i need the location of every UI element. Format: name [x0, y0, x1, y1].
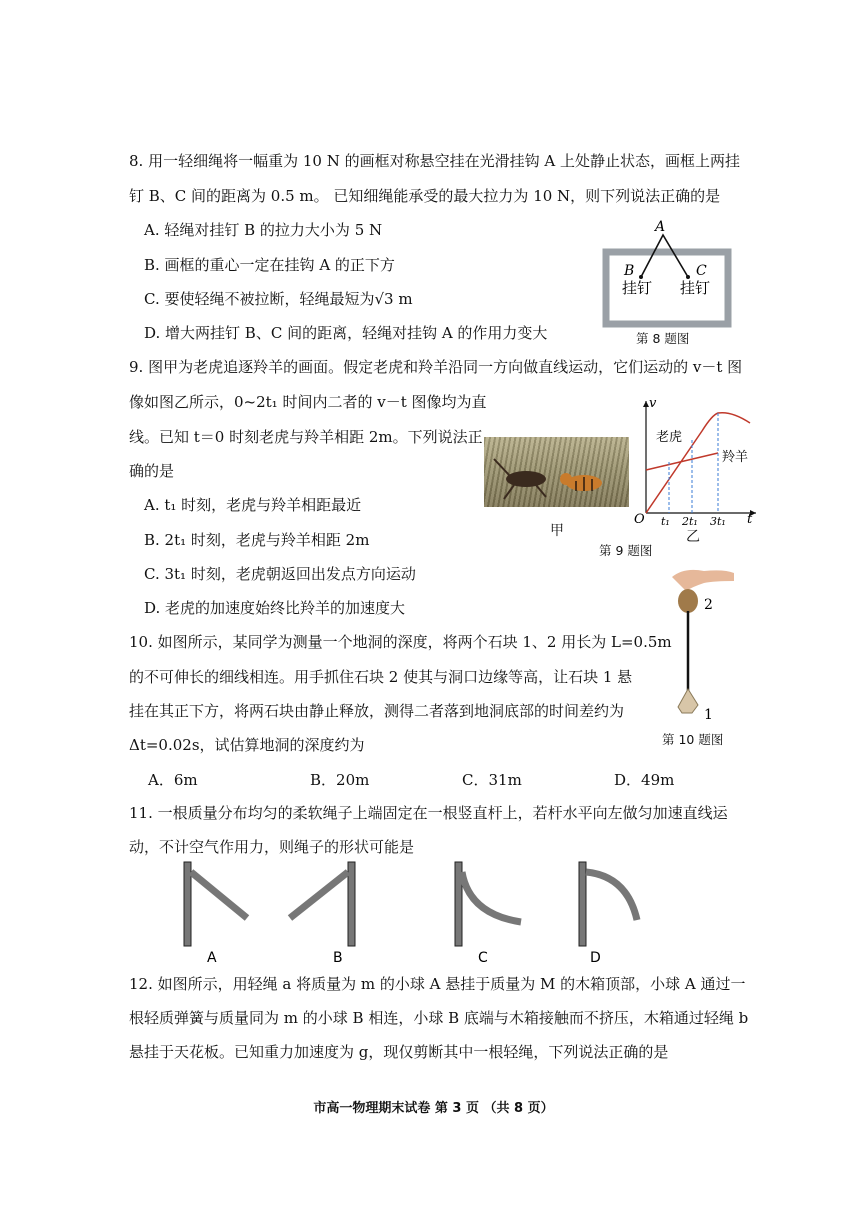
q9-stem-line3: 线。已知 t＝0 时刻老虎与羚羊相距 2m。下列说法正 — [129, 428, 483, 446]
option-label-b: B — [333, 950, 343, 966]
label-a: A — [655, 219, 666, 235]
label-antelope: 羚羊 — [722, 450, 749, 465]
q10-stem-line4: Δt=0.02s，试估算地洞的深度约为 — [129, 736, 365, 754]
q9-tiger-antelope-photo — [484, 437, 629, 507]
label-b: B — [624, 263, 635, 279]
antelope-line — [646, 453, 718, 470]
option-label-d: D — [590, 950, 601, 966]
stone-1 — [678, 689, 698, 713]
q10-option-a: A．6m — [148, 771, 198, 789]
rope — [641, 235, 688, 277]
q12-stem-line1: 12. 如图所示，用轻绳 a 将质量为 m 的小球 A 悬挂于质量为 M 的木箱顶部，小球 A 通过一 — [129, 975, 746, 993]
label-tiger: 老虎 — [656, 430, 683, 445]
page-footer: 市高一物理期末试卷 第 3 页 （共 8 页） — [313, 1101, 554, 1116]
q9-option-b: B. 2t₁ 时刻，老虎与羚羊相距 2m — [144, 531, 370, 549]
rope-a — [191, 872, 247, 918]
q8-option-a: A. 轻绳对挂钉 B 的拉力大小为 5 N — [144, 221, 383, 239]
label-stone-1: 1 — [704, 707, 713, 723]
q10-option-d: D．49m — [614, 771, 675, 789]
q9-stem-line1: 9. 图甲为老虎追逐羚羊的画面。假定老虎和羚羊沿同一方向做直线运动，它们运动的 v－t 图 — [129, 358, 743, 376]
graph-label-yi: 乙 — [686, 529, 700, 545]
q8-stem-line2: 钉 B、C 间的距离为 0.5 m。 已知细绳能承受的最大拉力为 10 N，则下列说法正确的是 — [129, 187, 721, 205]
q12-stem-line3: 悬挂于天花板。已知重力加速度为 g，现仅剪断其中一根轻绳，下列说法正确的是 — [129, 1043, 669, 1061]
q8-figure-caption: 第 8 题图 — [636, 331, 690, 346]
q10-stem-line1: 10. 如图所示，某同学为测量一个地洞的深度，将两个石块 1、2 用长为 L=0.5m — [129, 633, 672, 651]
q9-option-c: C. 3t₁ 时刻，老虎朝返回出发点方向运动 — [144, 565, 416, 583]
tick-t1: t₁ — [661, 515, 670, 527]
q8-option-c: C. 要使轻绳不被拉断，轻绳最短为√3 m — [144, 290, 413, 308]
label-c: C — [696, 263, 707, 279]
photo-label-jia: 甲 — [550, 523, 564, 539]
q11-stem-line1: 11. 一根质量分布均匀的柔软绳子上端固定在一根竖直杆上，若杆水平向左做匀加速直线运 — [129, 804, 728, 822]
antelope-shape — [506, 471, 546, 487]
tick-3t1: 3t₁ — [710, 515, 726, 527]
q10-option-b: B．20m — [310, 771, 370, 789]
q10-stem-line2: 的不可伸长的细线相连。用手抓住石块 2 使其与洞口边缘等高，让石块 1 悬 — [129, 668, 633, 686]
origin-label: O — [634, 512, 645, 527]
q8-frame-figure — [598, 215, 738, 330]
q8-stem-line1: 8. 用一轻细绳将一幅重为 10 N 的画框对称悬空挂在光滑挂钩 A 上处静止状态，画框上两挂 — [129, 152, 740, 170]
stone-2 — [678, 589, 698, 613]
axis-label-t: t — [747, 512, 753, 527]
q9-figure-caption: 第 9 题图 — [599, 543, 653, 558]
q9-stem-line2: 像如图乙所示，0~2t₁ 时间内二者的 v－t 图像均为直 — [129, 393, 487, 411]
hand-shape — [672, 570, 734, 591]
q10-stones-figure — [664, 565, 736, 725]
q10-stem-line3: 挂在其正下方，将两石块由静止释放，测得二者落到地洞底部的时间差约为 — [129, 702, 625, 720]
rope-d — [586, 872, 637, 920]
option-label-c: C — [478, 950, 488, 966]
label-nail-c: 挂钉 — [680, 279, 711, 297]
label-stone-2: 2 — [704, 597, 713, 613]
q9-stem-line4: 确的是 — [129, 462, 175, 480]
pole-d — [579, 862, 586, 946]
q10-option-c: C．31m — [462, 771, 522, 789]
q11-stem-line2: 动，不计空气作用力，则绳子的形状可能是 — [129, 838, 415, 856]
q8-option-d: D. 增大两挂钉 B、C 间的距离，轻绳对挂钩 A 的作用力变大 — [144, 324, 548, 342]
label-nail-b: 挂钉 — [622, 279, 653, 297]
tick-2t1: 2t₁ — [682, 515, 698, 527]
q10-figure-caption: 第 10 题图 — [662, 732, 724, 747]
q9-option-d: D. 老虎的加速度始终比羚羊的加速度大 — [144, 599, 406, 617]
q11-rope-options — [175, 858, 645, 970]
rope-b — [290, 872, 348, 918]
axis-label-v: v — [649, 396, 657, 411]
option-label-a: A — [207, 950, 217, 966]
q9-vt-graph — [632, 395, 762, 527]
rope-c — [462, 872, 521, 922]
q8-option-b: B. 画框的重心一定在挂钩 A 的正下方 — [144, 256, 395, 274]
q12-stem-line2: 根轻质弹簧与质量同为 m 的小球 B 相连，小球 B 底端与木箱接触而不挤压，木箱通过轻绳 b — [129, 1009, 749, 1027]
q9-option-a: A. t₁ 时刻，老虎与羚羊相距最近 — [144, 496, 362, 514]
